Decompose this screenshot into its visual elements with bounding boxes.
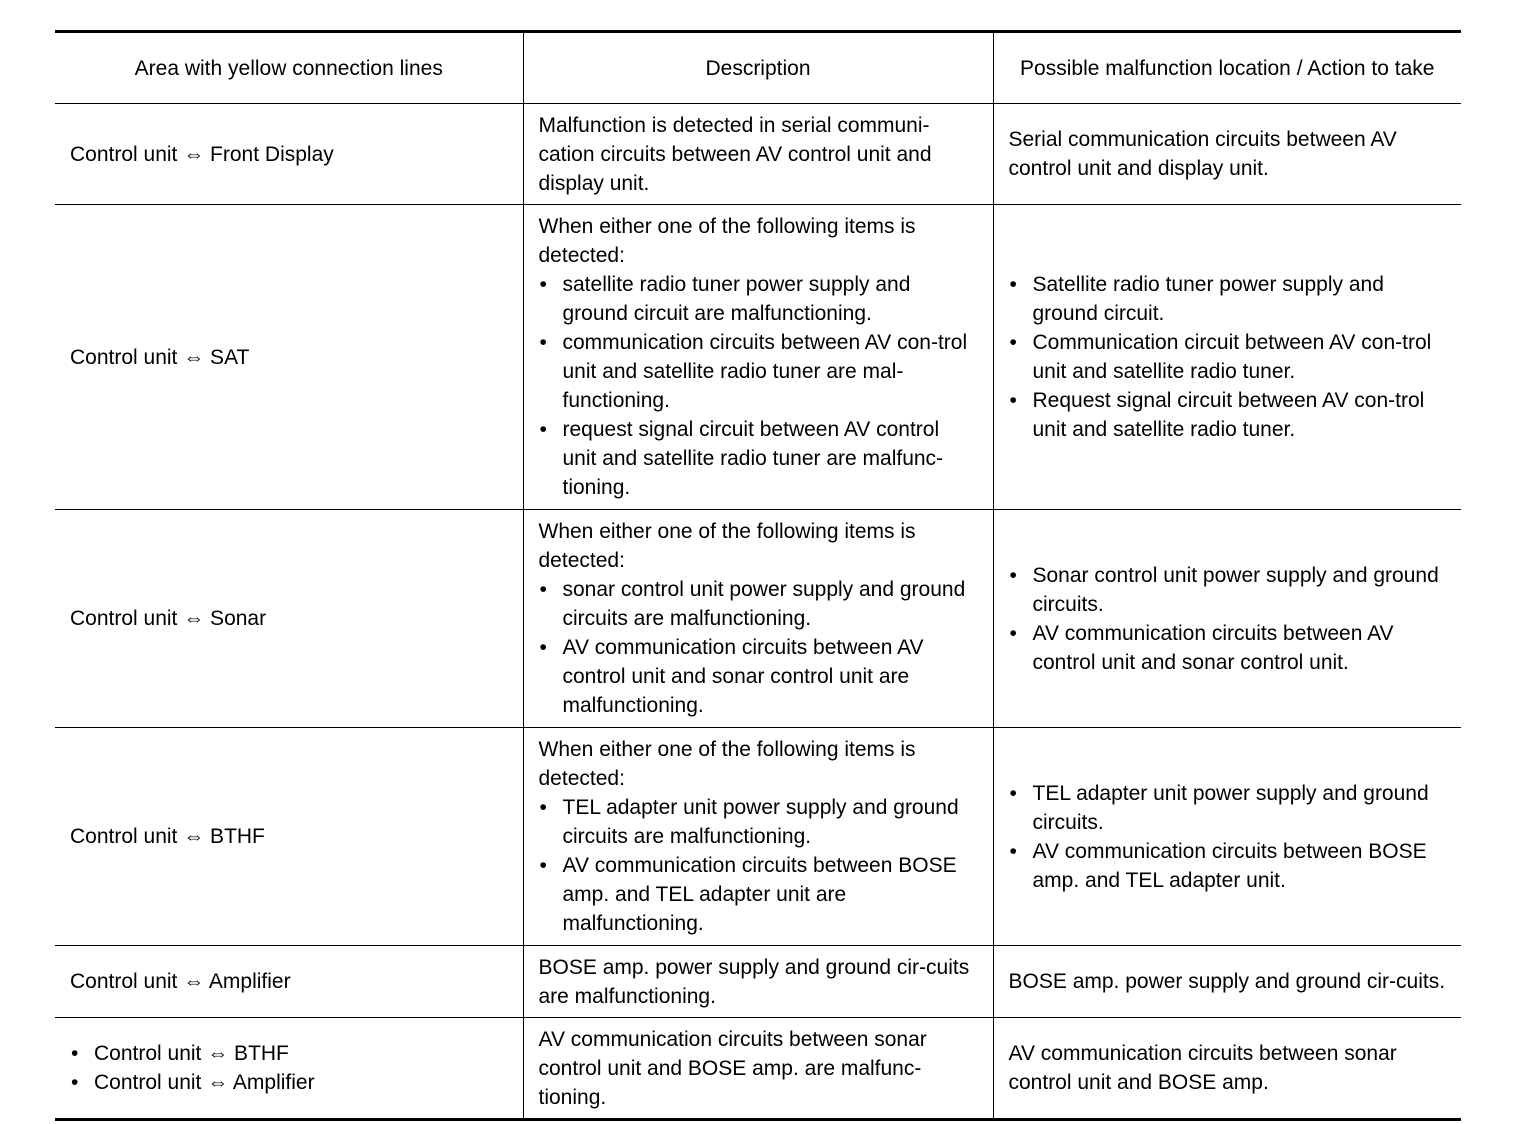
list-item: • AV communication circuits between AV control unit and sonar control unit are malfunctioning. [539,633,979,720]
list-item: • AV communication circuits between BOSE amp. and TEL adapter unit. [1009,837,1448,895]
list-item: • request signal circuit between AV control unit and satellite radio tuner are malfunc-tioning. [539,415,979,502]
table-row [55,946,1461,1018]
list-item: • TEL adapter unit power supply and ground circuits. [1009,779,1448,837]
list-item: • Request signal circuit between AV con-trol unit and satellite radio tuner. [1009,386,1448,444]
list-item: • sonar control unit power supply and ground circuits are malfunctioning. [539,575,979,633]
action-list [1009,779,1448,895]
header-row [55,32,1461,104]
area-cell: Control unit ⇔ SAT [55,205,523,510]
description-list [539,575,979,720]
description-list [539,270,979,502]
table-row [55,510,1461,728]
action-cell: Serial communication circuits between AV control unit and display unit. [993,104,1461,205]
list-item: • Sonar control unit power supply and ground circuits. [1009,561,1448,619]
description-cell [523,510,993,728]
malfunction-table [55,30,1461,1121]
action-list [1009,270,1448,444]
list-item: • Communication circuit between AV con-trol unit and satellite radio tuner. [1009,328,1448,386]
area-cell: Control unit ⇔ Front Display [55,104,523,205]
description-cell [523,205,993,510]
description-intro: When either one of the following items is detected: [538,738,916,790]
table-row [55,205,1461,510]
list-item: • satellite radio tuner power supply and ground circuit are malfunctioning. [539,270,979,328]
header-description: Description [523,32,993,104]
description-intro: When either one of the following items is detected: [538,215,916,267]
description-list [539,793,979,938]
area-cell: Control unit ⇔ Sonar [55,510,523,728]
description-cell [523,728,993,946]
action-cell [993,205,1461,510]
header-area: Area with yellow connection lines [55,32,523,104]
list-item: • Satellite radio tuner power supply and ground circuit. [1009,270,1448,328]
action-cell [993,728,1461,946]
header-action: Possible malfunction location / Action to take [993,32,1461,104]
action-cell: AV communication circuits between sonar control unit and BOSE amp. [993,1018,1461,1120]
description-cell: BOSE amp. power supply and ground cir-cuits are malfunctioning. [523,946,993,1018]
list-item: • TEL adapter unit power supply and ground circuits are malfunctioning. [539,793,979,851]
action-list [1009,561,1448,677]
action-cell: BOSE amp. power supply and ground cir-cuits. [993,946,1461,1018]
action-cell [993,510,1461,728]
description-cell: Malfunction is detected in serial communi-cation circuits between AV control unit and display unit. [523,104,993,205]
table-row [55,104,1461,205]
table-row [55,728,1461,946]
table-row [55,1018,1461,1120]
area-cell: Control unit ⇔ BTHF [55,728,523,946]
list-item: • Control unit ⇔ BTHF [70,1039,509,1068]
list-item: • AV communication circuits between BOSE amp. and TEL adapter unit are malfunctioning. [539,851,979,938]
list-item: • communication circuits between AV con-trol unit and satellite radio tuner are mal-functioning. [539,328,979,415]
area-cell [55,1018,523,1120]
area-cell: Control unit ⇔ Amplifier [55,946,523,1018]
description-intro: When either one of the following items is detected: [538,520,916,572]
list-item: • AV communication circuits between AV control unit and sonar control unit. [1009,619,1448,677]
description-cell: AV communication circuits between sonar control unit and BOSE amp. are malfunc-tioning. [523,1018,993,1120]
area-list [70,1039,509,1097]
list-item: • Control unit ⇔ Amplifier [70,1068,509,1097]
